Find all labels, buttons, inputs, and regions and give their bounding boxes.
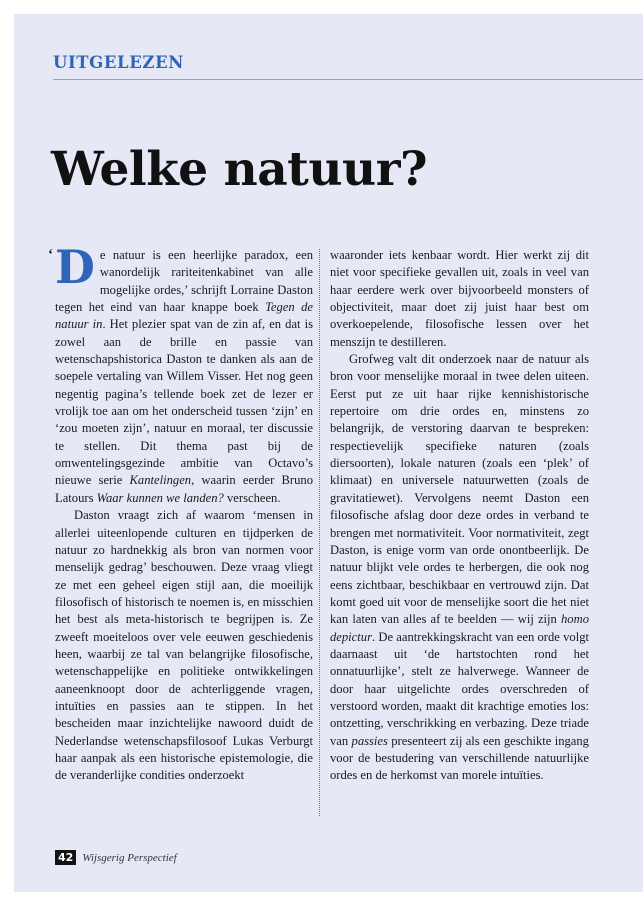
paragraph: Daston vraagt zich af waarom ‘mensen in allerlei uiteenlopende culturen en tijdperken de natuur zo hardnekkig als bron van normen voor menselijk gedrag’ beschouwen. Deze vraag vliegt ze met een geheel eigen stijl aan, die moeilijk filosofisch of historisch te noemen is, en misschien het best als meta-historisch te begrijpen is. Ze zweeft moeiteloos over vele eeuwen geschiedenis heen, waarbij ze tal van belangrijke filosofische, wetenschappelijke en politieke ontwikkelingen aaneenknoopt door de achterliggende vragen, intuïties en passies aan te stippen. In het bescheiden maar inzichtelijke nawoord duidt de Nederlandse wetenschapsfilosoof Lukas Verburgt haar aanpak als een historische epistemologie, die de veranderlijke condities onderzoekt [55, 508, 313, 783]
journal-name: Wijsgerig Perspectief [82, 851, 177, 864]
paragraph: waaronder iets kenbaar wordt. Hier werkt zij dit niet voor specifieke gevallen uit, zoals in veel van haar eerdere werk over bijvoorbeeld monsters of objectiviteit, maar doet zij juist haar best om overkoepelende, filosofische lessen over het menszijn te destilleren. [330, 248, 589, 349]
right-column [330, 247, 589, 785]
book-title: Tegen de natuur in [55, 300, 313, 332]
term: passies [351, 733, 388, 748]
dropcap: D [55, 240, 95, 294]
page-number: 42 [55, 850, 76, 865]
page [14, 14, 643, 892]
header-rule [53, 79, 643, 80]
term: homo depictur [330, 612, 589, 644]
article-title: Welke natuur? [51, 142, 428, 197]
series-title: Kantelingen [129, 473, 192, 488]
book-title: Waar kunnen we landen? [96, 490, 224, 505]
section-label: UITGELEZEN [53, 53, 184, 72]
paragraph: Grofweg valt dit onderzoek naar de natuur als bron voor menselijke moraal in twee delen uiteen. Eerst put ze uit haar rijke kennishistorische repertoire om drie ordes en, minstens zo belangrijk, de verstoring daarvan te bespreken: respectievelijk specifieke naturen (zoals diersoorten), lokale naturen (zoals een ‘plek’ of klimaat) en universele natuurwetten (zoals de gravitatiewet). Vervolgens neemt Daston een filosofische afslag door deze ordes in verband te brengen met normativiteit. Voor normativiteit, zegt Daston, is enige vorm van orde onontbeerlijk. De natuur blijkt vele ordes te herbergen, die ook nog eens zichtbaar, beschikbaar en vertrouwd zijn. Dat komt goed uit voor de menselijke soort die het niet kan laten van alles af te beelden — wij zijn homo depictur. De aantrekkingskracht van een orde volgt daarnaast uit ‘de hartstochten rond het onnatuurlijke’, stelt ze halverwege. Wanneer de door haar uitgelichte ordes overschreden of verstoord worden, maakt dit krachtige emoties los: ontzetting, verschrikking en verbazing. Deze triade van passies presenteert zij als een geschikte ingang voor de bestudering van verschillende natuurlijke ordes en de herkomst van morele intuïties. [330, 352, 589, 783]
column-divider [319, 249, 320, 816]
opening-quote: ‘ [48, 247, 53, 263]
paragraph: De natuur is een heerlijke paradox, een wanordelijk rariteitenkabinet van alle mogelijke ordes,’ schrijft Lorraine Daston tegen het eind van haar knappe boek Tegen de natuur in. Het plezier spat van de zin af, en dat is zowel aan de brille en passie van wetenschapshistorica Daston te danken als aan de soepele vertaling van Willem Visser. Het nog geen negentig pagina’s tellende boek zet de lezer er vrolijk toe aan om het onderscheid tussen ‘zijn’ en ‘zou moeten zijn’, natuur en moraal, ter discussie te stellen. Dit thema past bij de omwentelingsgezinde ambitie van Octavo’s nieuwe serie Kantelingen, waarin eerder Bruno Latours Waar kunnen we landen? verscheen. [55, 240, 314, 505]
left-column [55, 240, 314, 785]
page-footer [55, 850, 177, 865]
